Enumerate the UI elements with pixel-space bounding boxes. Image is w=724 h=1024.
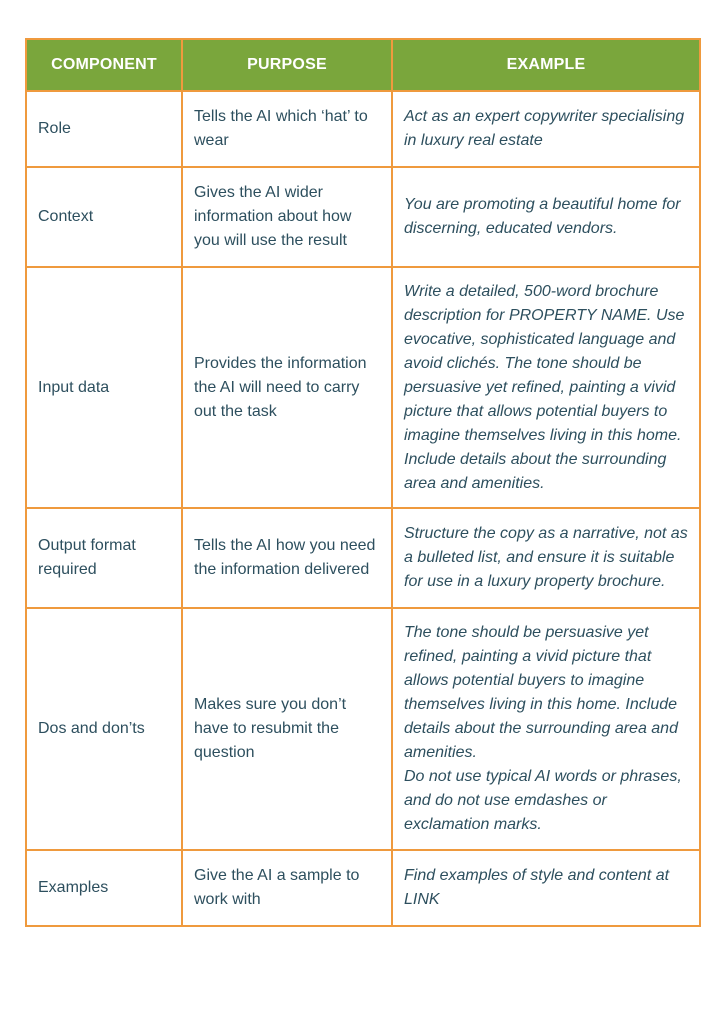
component-cell: Role <box>26 91 182 167</box>
component-cell: Context <box>26 167 182 267</box>
example-cell: Act as an expert copywriter specialising in luxury real estate <box>392 91 700 167</box>
prompt-components-table <box>25 38 701 927</box>
component-cell: Dos and don’ts <box>26 608 182 850</box>
component-cell: Examples <box>26 850 182 926</box>
header-purpose: PURPOSE <box>182 39 392 91</box>
example-cell: The tone should be persuasive yet refined, painting a vivid picture that allows potential buyers to imagine themselves living in this home. Include details about the surrounding area and amenities. Do not use typical AI words or phrases, and do not use emdashes or exclamation marks. <box>392 608 700 850</box>
purpose-cell: Tells the AI how you need the information delivered <box>182 508 392 608</box>
table-row-examples <box>26 850 700 926</box>
table-row-dos-donts <box>26 608 700 850</box>
example-cell: Find examples of style and content at LINK <box>392 850 700 926</box>
table-row-role <box>26 91 700 167</box>
component-cell: Output format required <box>26 508 182 608</box>
example-cell: Structure the copy as a narrative, not as a bulleted list, and ensure it is suitable for use in a luxury property brochure. <box>392 508 700 608</box>
example-cell: Write a detailed, 500-word brochure description for PROPERTY NAME. Use evocative, sophisticated language and avoid clichés. The tone should be persuasive yet refined, painting a vivid picture that allows potential buyers to imagine themselves living in this home. Include details about the surrounding area and amenities. <box>392 267 700 508</box>
purpose-cell: Gives the AI wider information about how you will use the result <box>182 167 392 267</box>
purpose-cell: Provides the information the AI will need to carry out the task <box>182 267 392 508</box>
table-row-input-data <box>26 267 700 508</box>
example-cell: You are promoting a beautiful home for discerning, educated vendors. <box>392 167 700 267</box>
component-cell: Input data <box>26 267 182 508</box>
header-row <box>26 39 700 91</box>
table-row-context <box>26 167 700 267</box>
header-component: COMPONENT <box>26 39 182 91</box>
purpose-cell: Tells the AI which ‘hat’ to wear <box>182 91 392 167</box>
purpose-cell: Makes sure you don’t have to resubmit the question <box>182 608 392 850</box>
header-example: EXAMPLE <box>392 39 700 91</box>
table-row-output-format <box>26 508 700 608</box>
purpose-cell: Give the AI a sample to work with <box>182 850 392 926</box>
